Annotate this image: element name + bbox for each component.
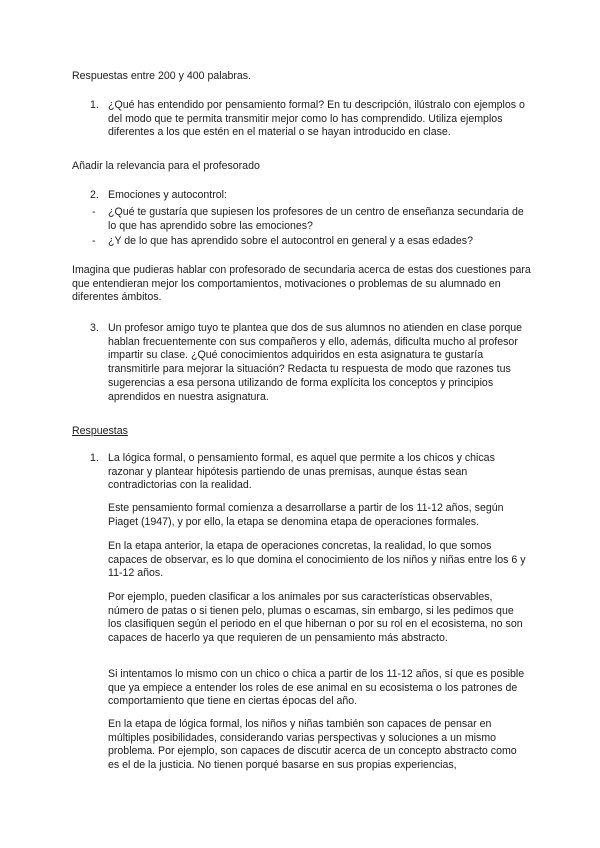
question-2-bullet: ¿Qué te gustaría que supiesen los profesores de un centro de enseñanza secundaria de lo que has aprendido sobre las emociones?	[108, 206, 524, 232]
question-3-number: 3.	[90, 322, 99, 334]
question-2-bullet: ¿Y de lo que has aprendido sobre el autocontrol en general y a esas edades?	[108, 235, 473, 247]
length-note: Respuestas entre 200 y 400 palabras.	[72, 70, 252, 82]
question-1-text: ¿Qué has entendido por pensamiento formal? En tu descripción, ilústralo con ejemplos o del modo que te permita transmitir mejor como lo has comprendido. Utiliza ejemplos diferentes a los que estén en el material o se hayan introducido en clase.	[108, 99, 525, 139]
question-2-title: Emociones y autocontrol:	[108, 189, 227, 201]
answer-paragraph: La lógica formal, o pensamiento formal, es aquel que permite a los chicos y chicas razonar y plantear hipótesis partiendo de unas premisas, aunque éstas sean contradictorias con la realidad.	[108, 452, 495, 492]
bullet-marker: -	[92, 206, 96, 218]
answer-paragraph: En la etapa anterior, la etapa de operaciones concretas, la realidad, lo que somos capaces de observar, es lo que domina el conocimiento de los niños y niñas entre los 6 y 11-12 años.	[108, 540, 526, 580]
answers-heading: Respuestas	[72, 425, 128, 437]
answer-paragraph: En la etapa de lógica formal, los niños y niñas también son capaces de pensar en múltiples posibilidades, considerando varias perspectivas y soluciones a un mismo problema. Por ejemplo, son capaces de discutir acerca de un concepto abstracto como es el de la justicia. No tienen porqué basarse en sus propias experiencias,	[108, 718, 517, 772]
answer-1-number: 1.	[90, 452, 99, 464]
answer-paragraph: Este pensamiento formal comienza a desarrollarse a partir de los 11-12 años, según Piaget (1947), y por ello, la etapa se denomina etapa de operaciones formales.	[108, 502, 504, 528]
answer-paragraph: Por ejemplo, pueden clasificar a los animales por sus características observables, número de patas o si tienen pelo, plumas o escamas, sin embargo, si les pedimos que los clasifiquen según el periodo en el que hibernan o por su rol en el ecosistema, no son capaces de hacerlo ya que requieren de un pensamiento más abstracto.	[108, 591, 523, 645]
answer-paragraph: Si intentamos lo mismo con un chico o chica a partir de los 11-12 años, sí que es posible que ya empiece a entender los roles de ese animal en su ecosistema o los patrones de comportamiento que tiene en ciertas épocas del año.	[108, 668, 525, 708]
bullet-marker: -	[92, 235, 96, 247]
question-3-text: Un profesor amigo tuyo te plantea que dos de sus alumnos no atienden en clase porque hablan frecuentemente con sus compañeros y ello, además, dificulta mucho al profesor impartir su clase. ¿Qué conocimientos adquiridos en esta asignatura te gustaría transmitirle para mejorar la situación? Redacta tu respuesta de modo que razones tus sugerencias a esa persona utilizando de forma explícita los conceptos y principios aprendidos en nuestra asignatura.	[108, 322, 523, 403]
question-2-context: Imagina que pudieras hablar con profesorado de secundaria acerca de estas dos cuestiones para que entendieran mejor los comportamientos, motivaciones o problemas de su alumnado en diferentes ámbitos.	[72, 264, 531, 304]
question-2-number: 2.	[90, 189, 99, 201]
question-1-note: Añadir la relevancia para el profesorado	[72, 160, 260, 172]
question-1-number: 1.	[90, 99, 99, 111]
